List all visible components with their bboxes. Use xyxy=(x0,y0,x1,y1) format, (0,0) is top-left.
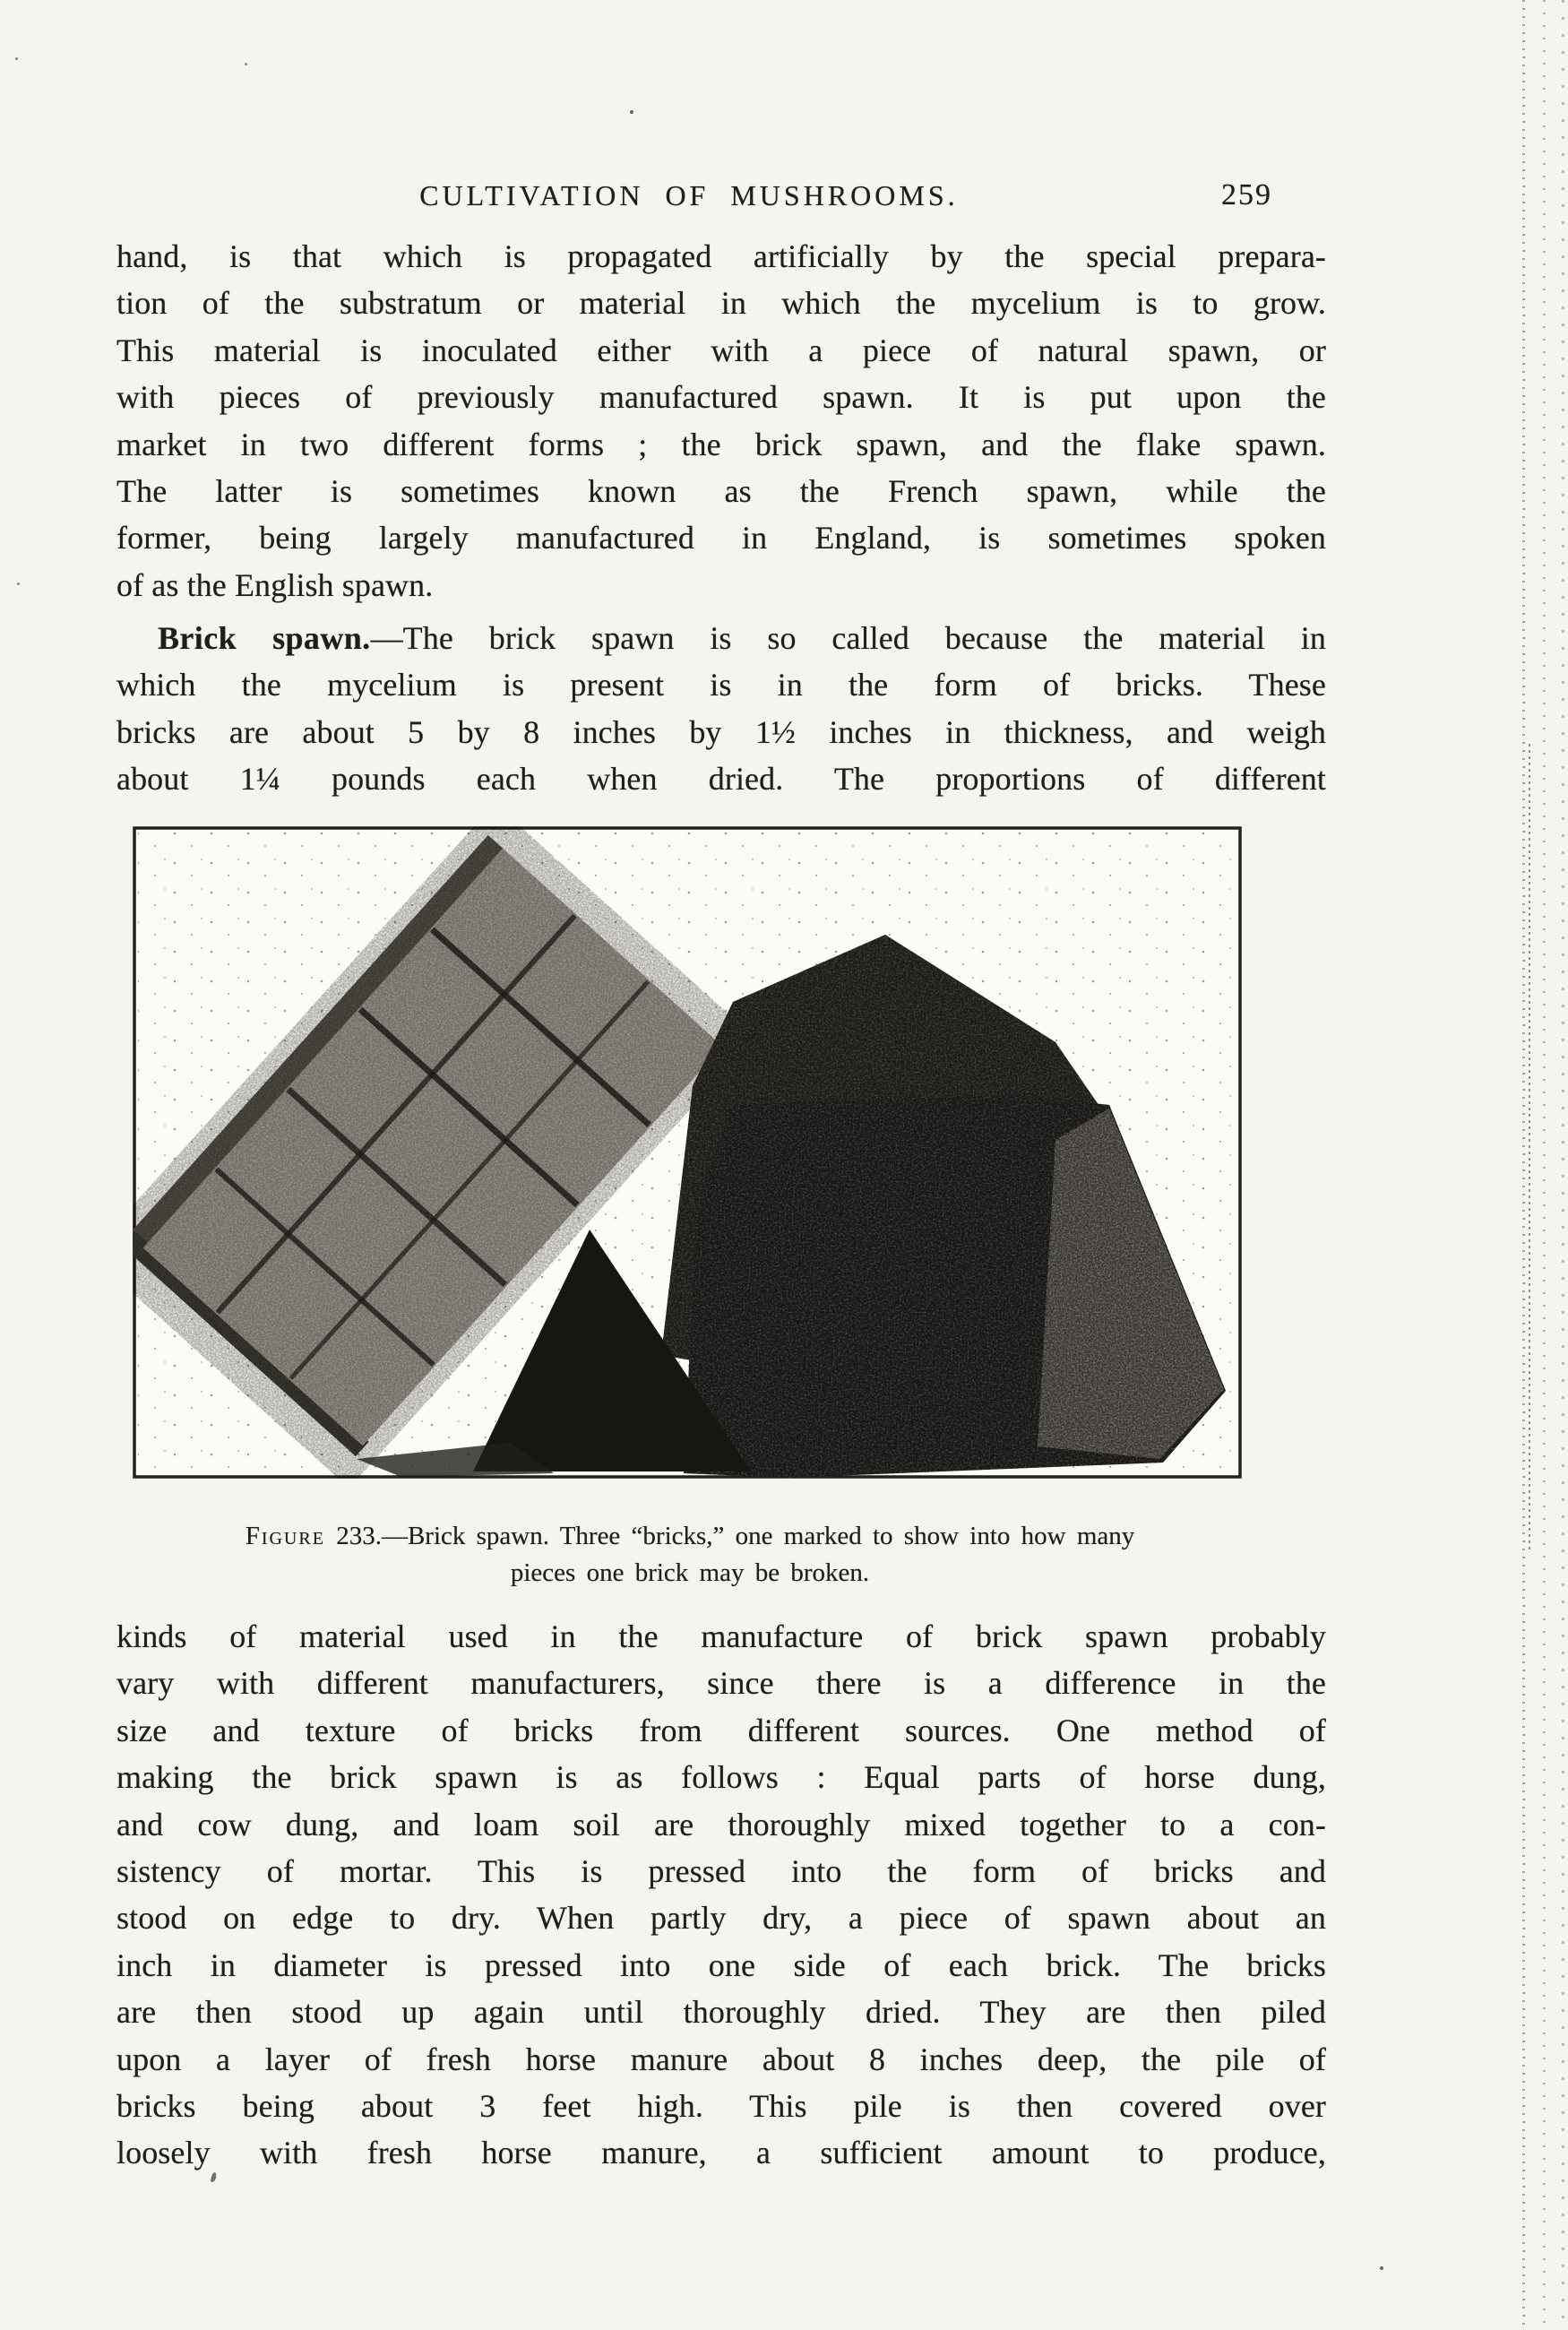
text-line: and cow dung, and loam soil are thoroughly mixed together to a con- xyxy=(116,1806,1326,1842)
text-line: market in two different forms ; the brick spawn, and the flake spawn. xyxy=(116,426,1326,462)
scan-artifact-column xyxy=(1522,0,1525,2330)
text-line: about 1¼ pounds each when dried. The proportions of different xyxy=(116,761,1326,798)
text-line: which the mycelium is present is in the form of bricks. These xyxy=(116,667,1326,703)
scan-artifact-column xyxy=(1529,744,1530,1550)
figure-label: Figure xyxy=(245,1522,325,1550)
text-line: sistency of mortar. This is pressed into the form of bricks and xyxy=(116,1852,1326,1889)
text-line: upon a layer of fresh horse manure about 8 inches deep, the pile of xyxy=(116,2041,1326,2077)
text-line: size and texture of bricks from different sources. One method of xyxy=(116,1712,1326,1748)
text-line: This material is inoculated either with a piece of natural spawn, or xyxy=(116,332,1326,368)
scan-artifact-column xyxy=(1543,0,1546,2330)
scan-speck xyxy=(1380,2266,1383,2270)
text-line xyxy=(116,615,1326,661)
paragraph-intro xyxy=(116,233,1326,608)
scan-speck xyxy=(630,110,633,114)
text-line: vary with different manufacturers, since there is a difference in the xyxy=(116,1665,1326,1702)
text-line: of as the English spawn. xyxy=(116,566,434,603)
page-header xyxy=(116,177,1326,217)
scan-artifact-column xyxy=(1562,0,1564,2330)
text-line: inch in diameter is pressed into one side of each brick. The bricks xyxy=(116,1946,1326,1983)
bold-lead: Brick spawn. xyxy=(158,620,371,656)
caption-line: pieces one brick may be broken. xyxy=(510,1558,870,1587)
text-line: with pieces of previously manufactured spawn. It is put upon the xyxy=(116,379,1326,416)
scan-speck xyxy=(15,57,18,60)
caption-text: 233.—Brick spawn. Three “bricks,” one marked to show into how many xyxy=(324,1522,1135,1550)
page-number: 259 xyxy=(1221,178,1272,211)
figure-233 xyxy=(133,826,1242,1479)
scan-speck xyxy=(17,582,20,585)
text-line: stood on edge to dry. When partly dry, a piece of spawn about an xyxy=(116,1900,1326,1937)
brick-spawn-photo xyxy=(133,826,1242,1479)
text-line: bricks are about 5 by 8 inches by 1½ inches in thickness, and weigh xyxy=(116,713,1326,750)
text-line: kinds of material used in the manufacture of brick spawn probably xyxy=(116,1618,1326,1654)
text-line: are then stood up again until thoroughly dried. They are then piled xyxy=(116,1994,1326,2031)
caption-line xyxy=(85,1518,1295,1555)
running-title: CULTIVATION OF MUSHROOMS. xyxy=(419,179,959,211)
paragraph-method xyxy=(116,1613,1326,2177)
text-line: tion of the substratum or material in which the mycelium is to grow. xyxy=(116,285,1326,322)
text-run: —The brick spawn is so called because the material in xyxy=(370,620,1326,656)
text-line: bricks being about 3 feet high. This pile is then covered over xyxy=(116,2087,1326,2124)
scan-speck xyxy=(245,63,247,65)
figure-caption xyxy=(85,1518,1295,1592)
text-line: The latter is sometimes known as the French spawn, while the xyxy=(116,472,1326,509)
text-line: hand, is that which is propagated artificially by the special prepara- xyxy=(116,238,1326,274)
text-line: loosely with fresh horse manure, a sufficient amount to produce, xyxy=(116,2135,1326,2171)
paragraph-brick-spawn xyxy=(116,615,1326,803)
text-line: former, being largely manufactured in England, is sometimes spoken xyxy=(116,520,1326,557)
text-line: making the brick spawn is as follows : Equal parts of horse dung, xyxy=(116,1759,1326,1796)
